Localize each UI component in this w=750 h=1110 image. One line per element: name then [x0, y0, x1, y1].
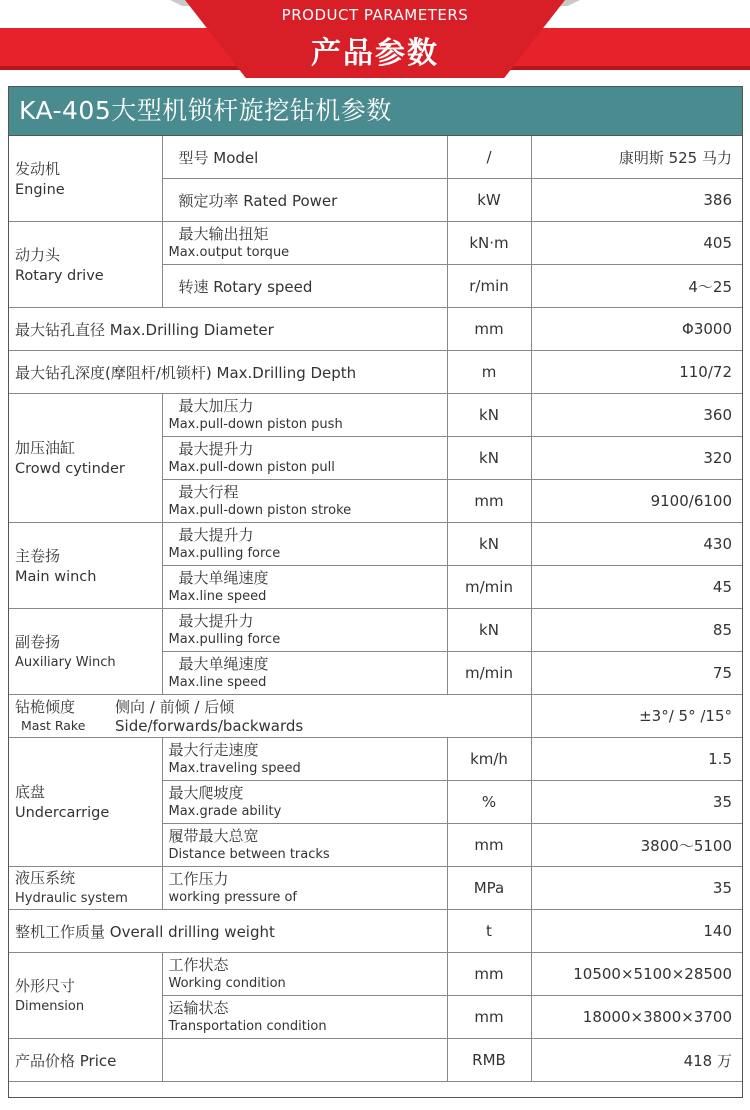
param-label: 型号 Model [162, 136, 447, 179]
param-label: 最大钻孔深度(摩阻杆/机锁杆) Max.Drilling Depth [9, 351, 447, 394]
unit-cell: mm [447, 996, 531, 1039]
unit-cell: kN [447, 609, 531, 652]
group-label-cn: 动力头 [15, 245, 61, 264]
value-cell: 320 [531, 437, 742, 480]
param-en: Max.line speed [168, 675, 267, 690]
table-row [9, 136, 742, 179]
table-row [9, 1039, 742, 1082]
spec-title: KA-405大型机锁杆旋挖钻机参数 [9, 87, 742, 136]
param-label [162, 781, 447, 824]
unit-cell: kW [447, 179, 531, 222]
group-label-cn: 液压系统 [15, 869, 76, 887]
table-row [9, 953, 742, 996]
table-row [9, 222, 742, 265]
value-cell: 10500×5100×28500 [531, 953, 742, 996]
param-label: 转速 Rotary speed [162, 265, 447, 308]
group-main-winch [9, 523, 162, 609]
group-dimension [9, 953, 162, 1039]
mast-sub-cn: 侧向 / 前倾 / 后倾 [115, 698, 235, 716]
unit-cell: r/min [447, 265, 531, 308]
param-en: Max.pull-down piston pull [168, 460, 335, 475]
value-cell: 110/72 [531, 351, 742, 394]
param-label: 产品价格 Price [9, 1039, 162, 1082]
unit-cell: kN·m [447, 222, 531, 265]
value-cell: ±3°/ 5° /15° [531, 695, 742, 738]
table-row [9, 351, 742, 394]
param-cn: 最大爬坡度 [168, 784, 244, 802]
param-label: 整机工作质量 Overall drilling weight [9, 910, 447, 953]
value-cell: 3800～5100 [531, 824, 742, 867]
group-label-en: Hydraulic system [15, 891, 128, 906]
value-cell: 140 [531, 910, 742, 953]
table-row [9, 523, 742, 566]
param-label: 最大钻孔直径 Max.Drilling Diameter [9, 308, 447, 351]
group-label-en: Dimension [15, 998, 85, 1014]
value-cell: 85 [531, 609, 742, 652]
unit-cell: % [447, 781, 531, 824]
group-label-cn: 外形尺寸 [15, 976, 76, 995]
param-en: Max.line speed [168, 589, 267, 604]
param-label [162, 394, 447, 437]
unit-cell: RMB [447, 1039, 531, 1082]
param-en: Max.grade ability [168, 804, 282, 819]
group-undercarriage [9, 738, 162, 867]
value-cell: 430 [531, 523, 742, 566]
param-en: working pressure of [168, 890, 298, 905]
param-cn: 履带最大总宽 [168, 827, 259, 845]
table-row [9, 609, 742, 652]
table-row [9, 308, 742, 351]
param-cn: 最大提升力 [178, 612, 254, 630]
param-label [162, 566, 447, 609]
param-label [162, 480, 447, 523]
group-label-en: Undercarrige [15, 805, 110, 821]
param-en: Max.output torque [168, 245, 290, 260]
unit-cell: m/min [447, 566, 531, 609]
unit-cell: mm [447, 824, 531, 867]
group-label-cn: 主卷扬 [15, 546, 61, 565]
param-cn: 最大单绳速度 [178, 569, 269, 587]
param-label [162, 652, 447, 695]
unit-cell: MPa [447, 867, 531, 910]
group-label-en: Auxiliary Winch [15, 654, 116, 670]
group-label-en: Rotary drive [15, 267, 104, 284]
param-en: Distance between tracks [168, 847, 330, 862]
value-cell: 418 万 [531, 1039, 742, 1082]
mast-label-cn: 钻桅倾度 [15, 698, 76, 716]
param-label [162, 437, 447, 480]
param-label [162, 222, 447, 265]
value-cell: 45 [531, 566, 742, 609]
value-cell: 405 [531, 222, 742, 265]
empty-cell [162, 1039, 447, 1082]
param-label [162, 867, 447, 910]
table-row [9, 910, 742, 953]
value-cell: 1.5 [531, 738, 742, 781]
group-hydraulic [9, 867, 162, 910]
unit-cell: m/min [447, 652, 531, 695]
param-cn: 最大单绳速度 [178, 655, 269, 673]
table-row [9, 867, 742, 910]
banner-title-cn: 产品参数 [311, 36, 439, 71]
param-cn: 最大提升力 [178, 526, 254, 544]
unit-cell: km/h [447, 738, 531, 781]
group-aux-winch [9, 609, 162, 695]
param-cn: 最大加压力 [178, 397, 254, 415]
param-cn: 最大输出扭矩 [178, 225, 269, 243]
param-en: Max.pull-down piston stroke [168, 503, 352, 518]
param-en: Transportation condition [168, 1019, 327, 1034]
param-en: Max.pulling force [168, 546, 281, 561]
value-cell: 18000×3800×3700 [531, 996, 742, 1039]
spec-table [9, 136, 742, 1082]
value-cell: 9100/6100 [531, 480, 742, 523]
unit-cell: mm [447, 480, 531, 523]
group-label-cn: 底盘 [15, 783, 46, 801]
value-cell: 康明斯 525 马力 [531, 136, 742, 179]
param-label [162, 609, 447, 652]
group-crowd [9, 394, 162, 523]
unit-cell: m [447, 351, 531, 394]
group-engine [9, 136, 162, 222]
param-label [162, 738, 447, 781]
param-cn: 最大提升力 [178, 440, 254, 458]
param-en: Max.pull-down piston push [168, 417, 343, 432]
param-label [162, 996, 447, 1039]
param-label [162, 523, 447, 566]
table-row [9, 738, 742, 781]
param-label [162, 824, 447, 867]
group-label-cn: 发动机 [15, 159, 61, 178]
param-cn: 工作压力 [168, 870, 229, 888]
param-cn: 工作状态 [168, 956, 229, 974]
banner [0, 0, 750, 75]
unit-cell: kN [447, 437, 531, 480]
group-label-en: Crowd cytinder [15, 461, 125, 477]
value-cell: 4～25 [531, 265, 742, 308]
param-cn: 最大行程 [178, 483, 239, 501]
value-cell: 35 [531, 781, 742, 824]
unit-cell: t [447, 910, 531, 953]
unit-cell: / [447, 136, 531, 179]
value-cell: Φ3000 [531, 308, 742, 351]
param-en: Working condition [168, 976, 286, 991]
group-label-cn: 副卷扬 [15, 632, 61, 651]
unit-cell: kN [447, 523, 531, 566]
param-cn: 最大行走速度 [168, 741, 259, 759]
param-en: Max.pulling force [168, 632, 281, 647]
group-rotary [9, 222, 162, 308]
group-label-en: Main winch [15, 568, 97, 585]
mast-label-en: Mast Rake [21, 718, 86, 733]
value-cell: 360 [531, 394, 742, 437]
param-en: Max.traveling speed [168, 761, 301, 776]
table-row [9, 394, 742, 437]
group-label-cn: 加压油缸 [15, 439, 76, 457]
param-cn: 运输状态 [168, 999, 229, 1017]
value-cell: 75 [531, 652, 742, 695]
value-cell: 386 [531, 179, 742, 222]
unit-cell: kN [447, 394, 531, 437]
param-label [162, 953, 447, 996]
group-label-en: Engine [15, 181, 65, 198]
banner-title-en: PRODUCT PARAMETERS [281, 6, 469, 24]
unit-cell: mm [447, 308, 531, 351]
param-label: 额定功率 Rated Power [162, 179, 447, 222]
value-cell: 35 [531, 867, 742, 910]
unit-cell: mm [447, 953, 531, 996]
mast-rake-cell [9, 695, 531, 738]
spec-table-frame [8, 86, 743, 1098]
table-row [9, 695, 742, 738]
mast-sub-en: Side/forwards/backwards [115, 717, 304, 735]
